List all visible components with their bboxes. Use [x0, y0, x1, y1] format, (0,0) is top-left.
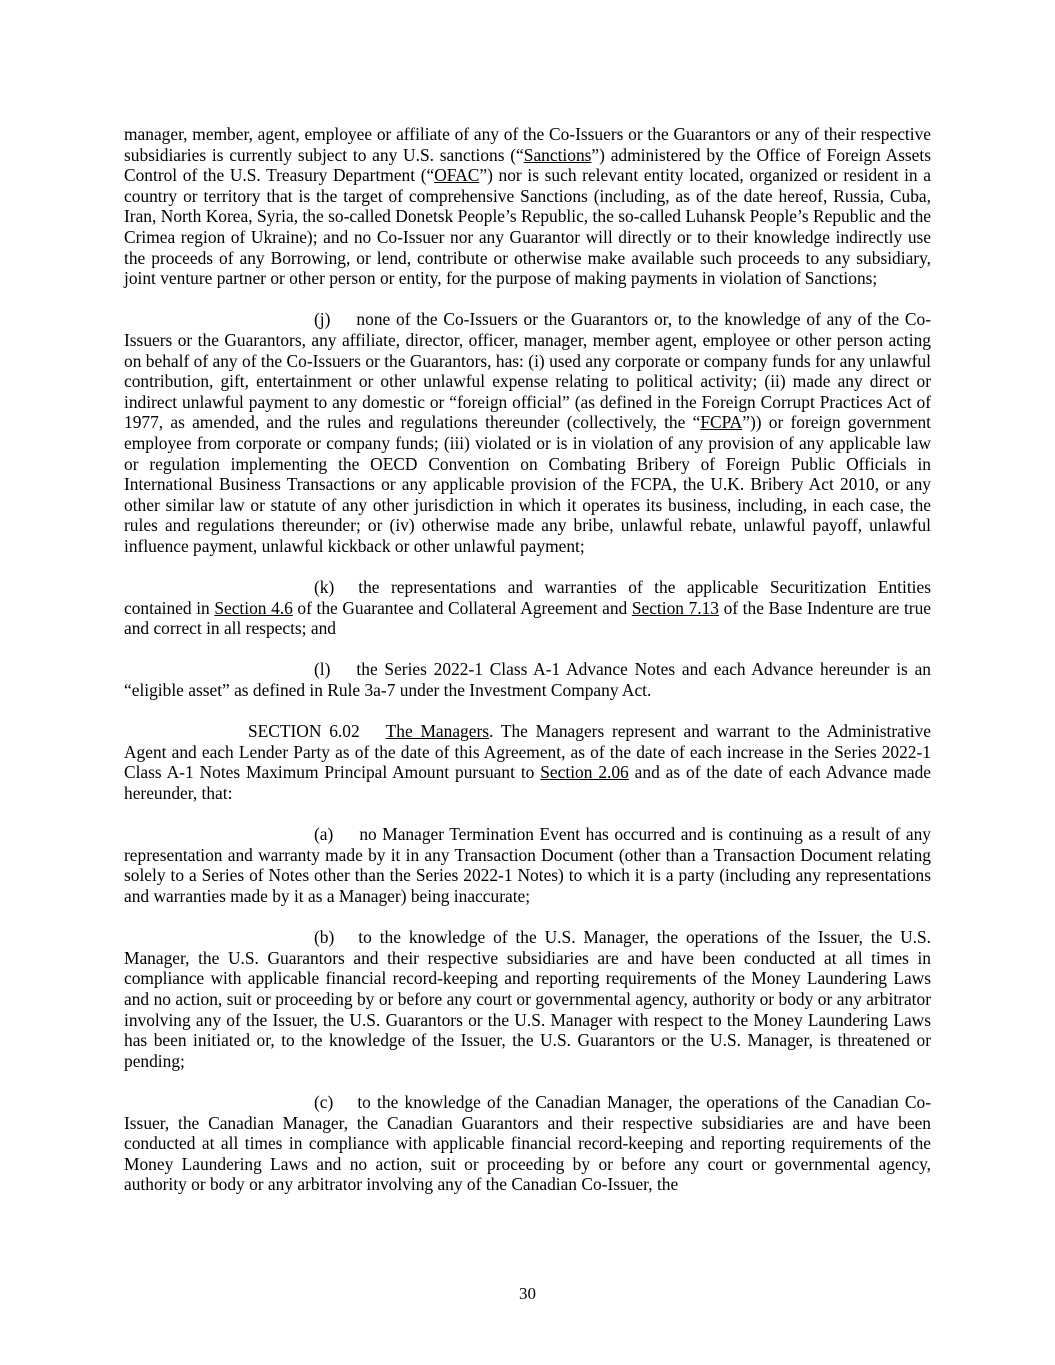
clause-label-l: (l)	[314, 659, 331, 680]
paragraph-i-continuation: manager, member, agent, employee or affiliate of any of the Co-Issuers or the Guarantors or any of their respective subsidiaries is currently subject to any U.S. sanctions (“Sanctions”) administered by the Office of Foreign Assets Control of the U.S. Treasury Department (“OFAC”) nor is such relevant entity located, organized or resident in a country or territory that is the target of comprehensive Sanctions (including, as of the date hereof, Russia, Cuba, Iran, North Korea, Syria, the so-called Donetsk People’s Republic, the so-called Luhansk People’s Republic and the Crimea region of Ukraine); and no Co-Issuer nor any Guarantor will directly or to their knowledge indirectly use the proceeds of any Borrowing, or lend, contribute or otherwise make available such proceeds to any subsidiary, joint venture partner or other person or entity, for the purpose of making payments in violation of Sanctions;	[124, 124, 932, 289]
paragraph-a: (a) no Manager Termination Event has occurred and is continuing as a result of any representation and warranty made by it in any Transaction Document (other than a Transaction Document relating solely to a Series of Notes other than the Series 2022-1 Notes) to which it is a party (including any representations and warranties made by it as a Manager) being inaccurate;	[124, 824, 931, 906]
section-ref-7-13: Section 7.13	[631, 597, 720, 618]
clause-label-c: (c)	[314, 1091, 334, 1112]
section-heading: The Managers	[385, 721, 490, 742]
paragraph-c: (c) to the knowledge of the Canadian Manager, the operations of the Canadian Co-Issuer, the Canadian Manager, the Canadian Guarantors and their respective subsidiaries are and have been conducted at all times in compliance with applicable financial record-keeping and reporting requirements of the Money Laundering Laws and no action, suit or proceeding by or before any court or governmental agency, authority or body or any arbitrator involving any of the Canadian Co-Issuer, the	[124, 1091, 931, 1195]
paragraph-k: (k) the representations and warranties of the applicable Securitization Entities contained in Section 4.6 of the Guarantee and Collateral Agreement and Section 7.13 of the Base Indenture are true and correct in all respects; and	[124, 577, 932, 639]
defined-term-sanctions: Sanctions	[523, 144, 592, 165]
paragraph-j: (j) none of the Co-Issuers or the Guarantors or, to the knowledge of any of the Co-Issuers or the Guarantors, any affiliate, director, officer, manager, member agent, employee or other person acting on behalf of any of the Co-Issuers or the Guarantors, has: (i) used any corporate or company funds for any unlawful contribution, gift, entertainment or other unlawful expense relating to political activity; (ii) made any direct or indirect unlawful payment to any domestic or “foreign official” (as defined in the Foreign Corrupt Practices Act of 1977, as amended, and the rules and regulations thereunder (collectively, the “FCPA”)) or foreign government employee from corporate or company funds; (iii) violated or is in violation of any provision of any applicable law or regulation implementing the OECD Convention on Combating Bribery of Foreign Public Officials in International Business Transactions or any applicable provision of the FCPA, the U.K. Bribery Act 2010, or any other similar law or statute of any other jurisdiction in which it operates its business, including, in each case, the rules and regulations thereunder; or (iv) otherwise made any bribe, unlawful rebate, unlawful payoff, unlawful influence payment, unlawful kickback or other unlawful payment;	[124, 309, 931, 556]
section-ref-4-6: Section 4.6	[214, 597, 293, 618]
page-number: 30	[519, 1284, 536, 1303]
clause-label-a: (a)	[314, 824, 334, 845]
defined-term-ofac: OFAC	[434, 165, 480, 186]
clause-label-b: (b)	[314, 927, 335, 948]
paragraph-b: (b) to the knowledge of the U.S. Manager, the operations of the Issuer, the U.S. Manager, the U.S. Guarantors and their respective subsidiaries are and have been conducted at all times in compliance with applicable financial record-keeping and reporting requirements of the Money Laundering Laws and no action, suit or proceeding by or before any court or governmental agency, authority or body or any arbitrator involving any of the Issuer, the U.S. Guarantors or the U.S. Manager with respect to the Money Laundering Laws has been initiated or, to the knowledge of the Issuer, the U.S. Guarantors or the U.S. Manager, is threatened or pending;	[124, 927, 931, 1071]
defined-term-fcpa: FCPA	[700, 412, 743, 433]
clause-label-k: (k)	[314, 577, 335, 598]
document-body	[124, 124, 931, 1215]
section-6-02: SECTION 6.02 The Managers. The Managers represent and warrant to the Administrative Agent and each Lender Party as of the date of this Agreement, as of the date of each increase in the Series 2022-1 Class A-1 Notes Maximum Principal Amount pursuant to Section 2.06 and as of the date of each Advance made hereunder, that:	[124, 721, 931, 803]
section-ref-2-06: Section 2.06	[540, 762, 629, 783]
section-label: SECTION 6.02	[248, 721, 360, 742]
clause-label-j: (j)	[314, 309, 331, 330]
paragraph-l: (l) the Series 2022-1 Class A-1 Advance Notes and each Advance hereunder is an “eligible asset” as defined in Rule 3a-7 under the Investment Company Act.	[124, 659, 931, 701]
